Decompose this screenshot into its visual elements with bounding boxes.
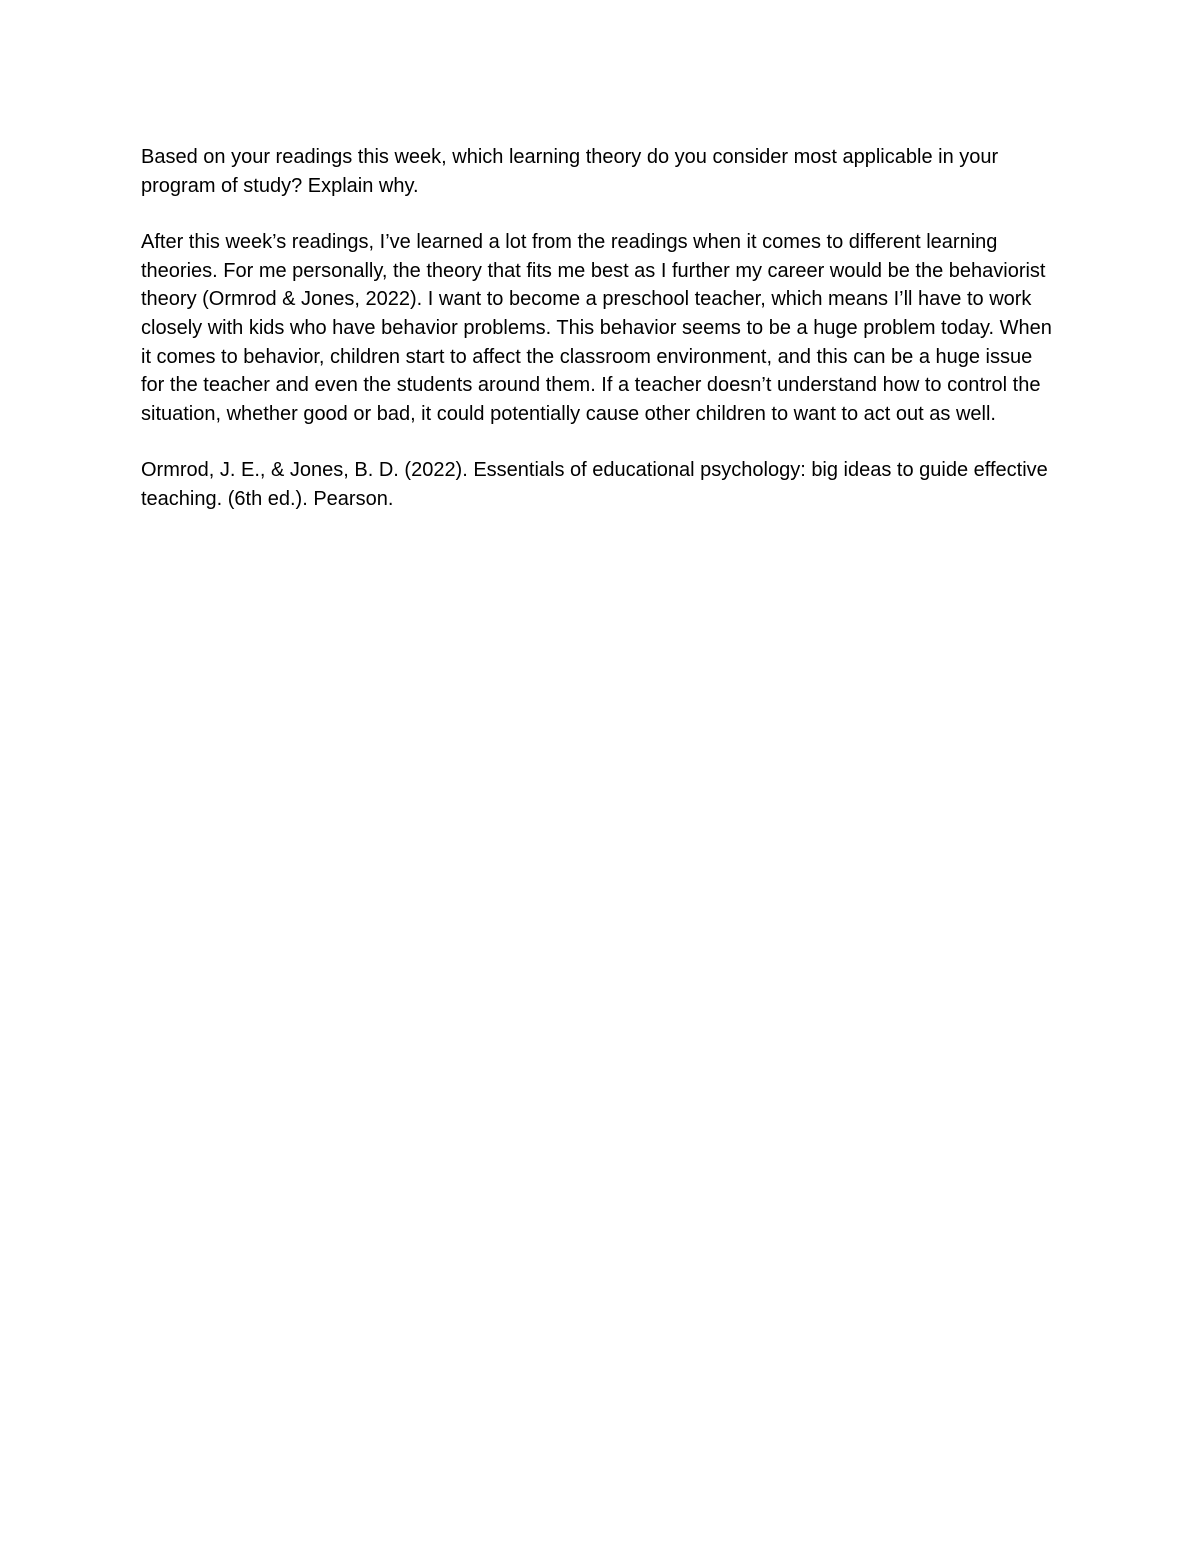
question-paragraph: Based on your readings this week, which learning theory do you consider most applicable in your program of study? Explain why. [141,146,999,197]
reference-paragraph: Ormrod, J. E., & Jones, B. D. (2022). Essentials of educational psychology: big ideas to guide effective teaching. (6th ed.). Pearson. [141,459,1048,510]
document-body [141,143,1061,542]
response-paragraph: After this week’s readings, I’ve learned a lot from the readings when it comes to different learning theories. For me personally, the theory that fits me best as I further my career would be the behaviorist theory (Ormrod & Jones, 2022). I want to become a preschool teacher, which means I’ll have to work closely with kids who have behavior problems. This behavior seems to be a huge problem today. When it comes to behavior, children start to affect the classroom environment, and this can be a huge issue for the teacher and even the students around them. If a teacher doesn’t understand how to control the situation, whether good or bad, it could potentially cause other children to want to act out as well. [141,231,1052,425]
